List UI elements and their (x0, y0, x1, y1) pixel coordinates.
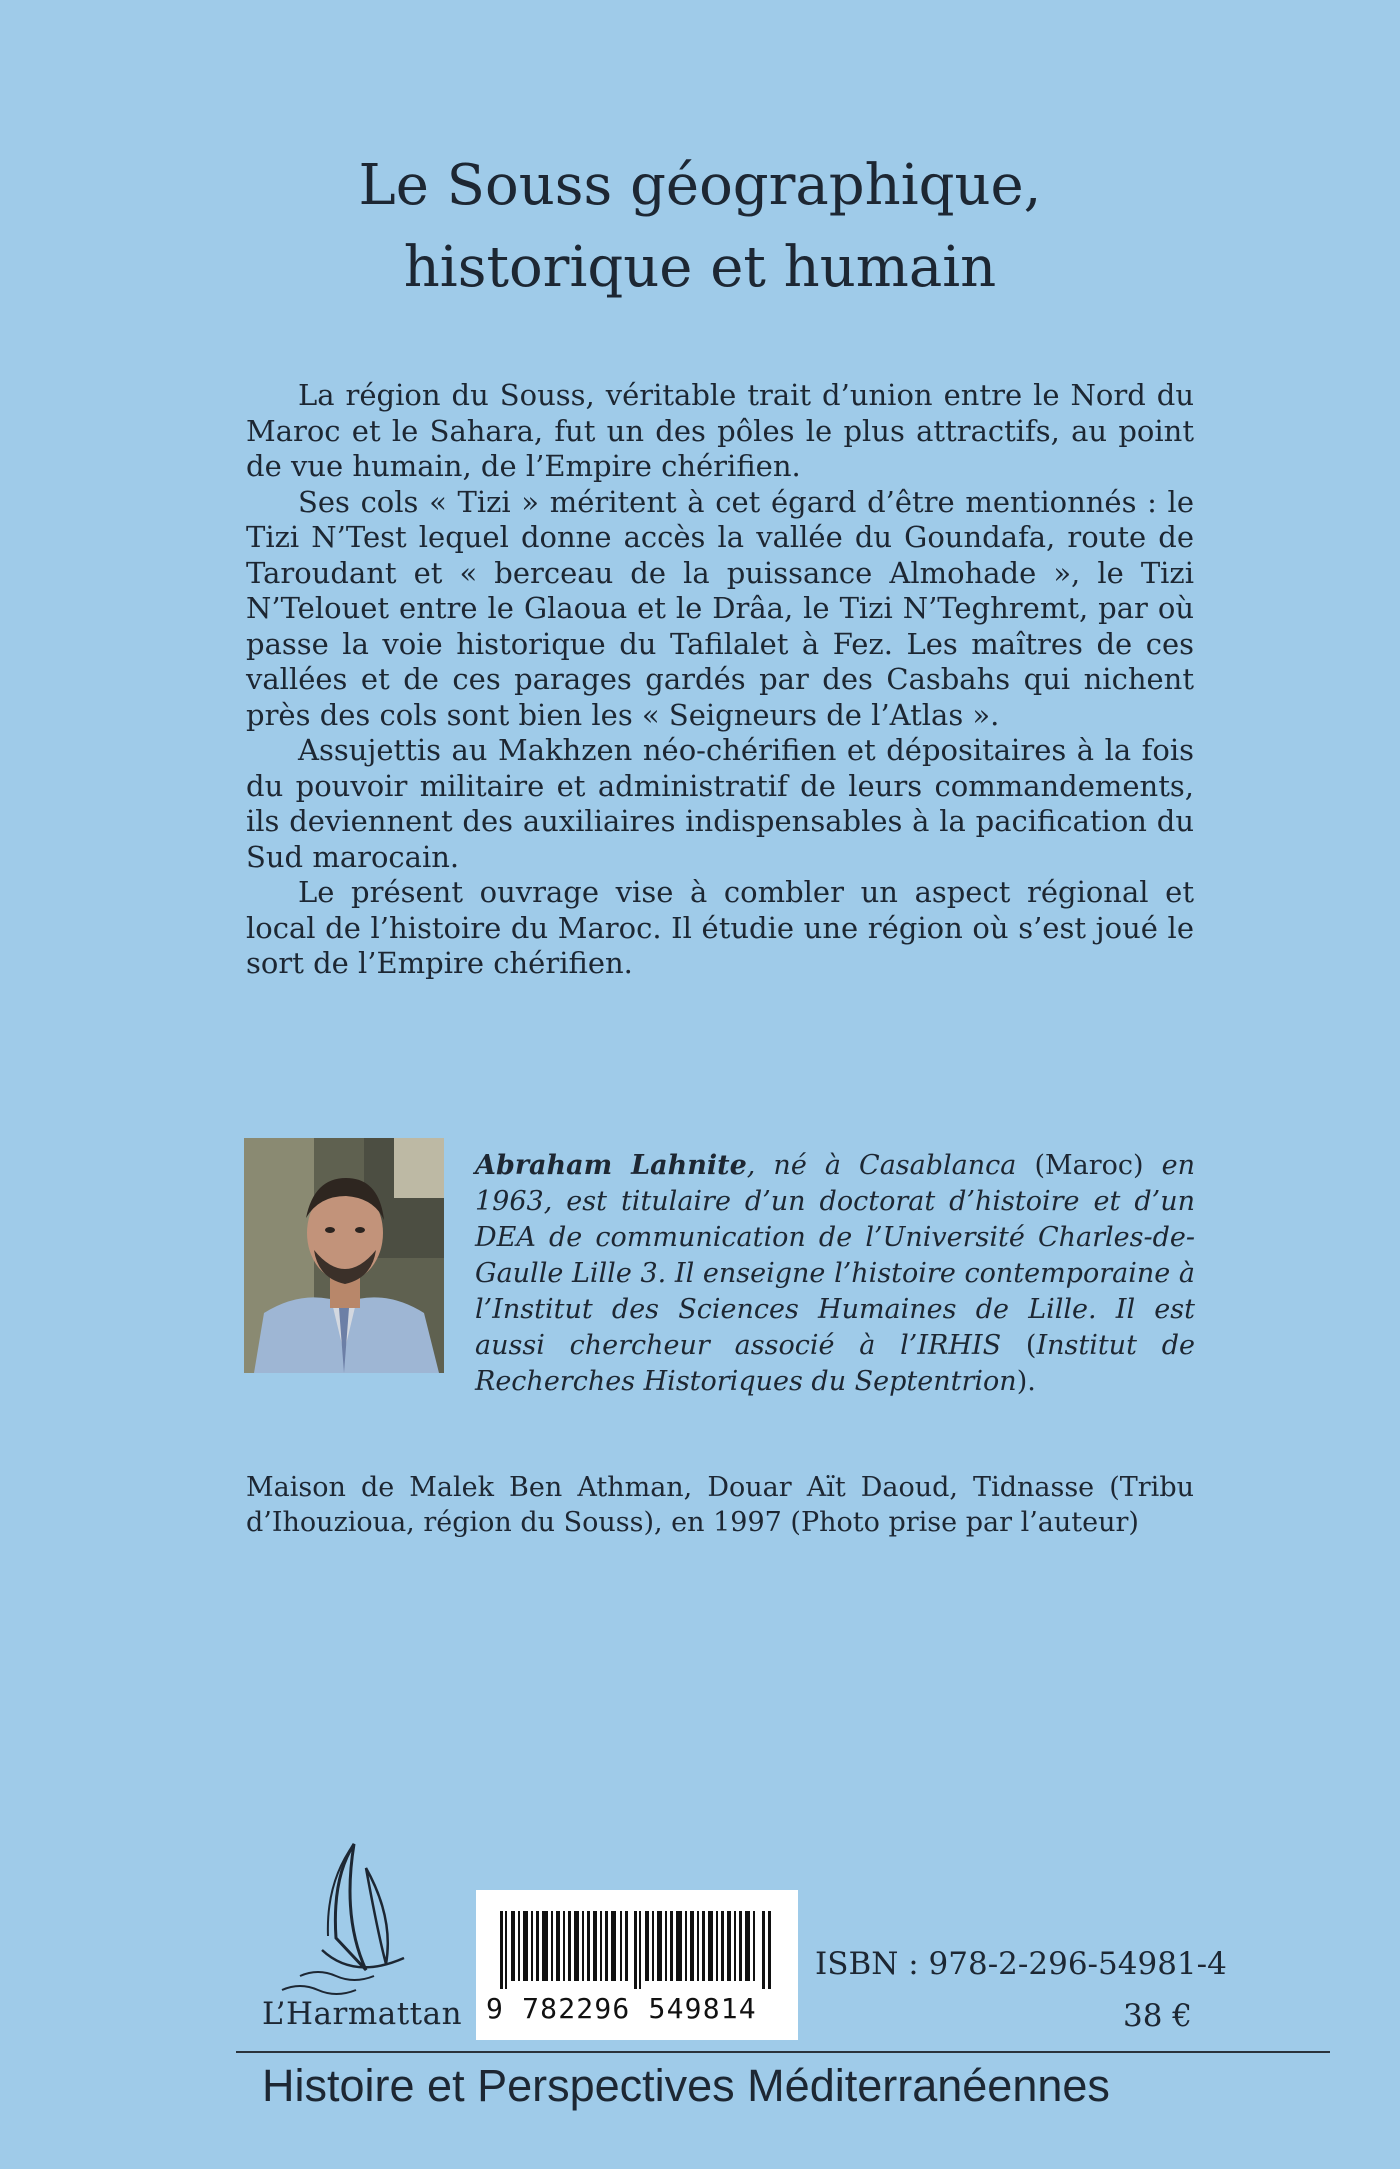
author-bio-part-3: en 1963, est titulaire d’un doctorat d’histoire et d’un DEA de communication de l’Université Charles-de-Gaulle Lille 3. Il enseigne l’histoire contemporaine à l’Institut des Sciences Humaines de Lille. Il est aussi chercheur associé à l’IRHIS (475, 1150, 1195, 1361)
book-title (0, 145, 1400, 309)
author-portrait-image (244, 1138, 444, 1373)
author-photo (244, 1138, 444, 1373)
cover-photo-caption: Maison de Malek Ben Athman, Douar Aït Daoud, Tidnasse (Tribu d’Ihouzioua, région du Souss), en 1997 (Photo prise par l’auteur) (246, 1472, 1194, 1538)
author-bio-part-2: (Maroc) (1034, 1150, 1144, 1181)
author-bio-part-1: , né à Casablanca (746, 1150, 1035, 1181)
description-paragraph-3: Assujettis au Makhzen néo-chérifien et dépositaires à la fois du pouvoir militaire et administratif de leurs commandements, ils deviennent des auxiliaires indispensables à la pacification du Sud marocain. (246, 733, 1194, 874)
collection-name: Histoire et Perspectives Méditerranéennes (262, 2060, 1110, 2111)
publisher-name: L’Harmattan (262, 1996, 463, 2032)
description-paragraph-2: Ses cols « Tizi » méritent à cet égard d’être mentionnés : le Tizi N’Test lequel donne accès la vallée du Goundafa, route de Taroudant et « berceau de la puissance Almohade », le Tizi N’Telouet entre le Glaoua et le Drâa, le Tizi N’Teghremt, par où passe la voie historique du Tafilalet à Fez. Les maîtres de ces vallées et de ces parages gardés par des Casbahs qui nichent près des cols sont bien les « Seigneurs de l’Atlas ». (246, 484, 1194, 732)
author-name: Abraham Lahnite (475, 1150, 747, 1181)
barcode-digits: 9 782296 549814 (486, 1992, 757, 2025)
title-line-2: historique et humain (403, 235, 997, 300)
barcode-bars (500, 1911, 774, 1989)
barcode (476, 1890, 798, 2040)
divider (236, 2051, 1330, 2053)
description-paragraph-1: La région du Souss, véritable trait d’union entre le Nord du Maroc et le Sahara, fut un des pôles le plus attractifs, au point de vue humain, de l’Empire chérifien. (246, 378, 1194, 483)
title-line-1: Le Souss géographique, (358, 153, 1042, 218)
description-paragraph-4: Le présent ouvrage vise à combler un aspect régional et local de l’histoire du Maroc. Il étudie une région où s’est joué le sort de l’Empire chérifien. (246, 875, 1194, 980)
author-bio-part-4: ( (1025, 1330, 1037, 1361)
author-bio-part-6: ). (1016, 1366, 1036, 1397)
description (246, 378, 1194, 982)
author-bio (475, 1148, 1195, 1400)
price: 38 € (1122, 1998, 1192, 2034)
isbn: ISBN : 978-2-296-54981-4 (815, 1946, 1227, 1982)
author-bio-part-5: Institut de Recherches Historiques du Septentrion (475, 1330, 1195, 1397)
